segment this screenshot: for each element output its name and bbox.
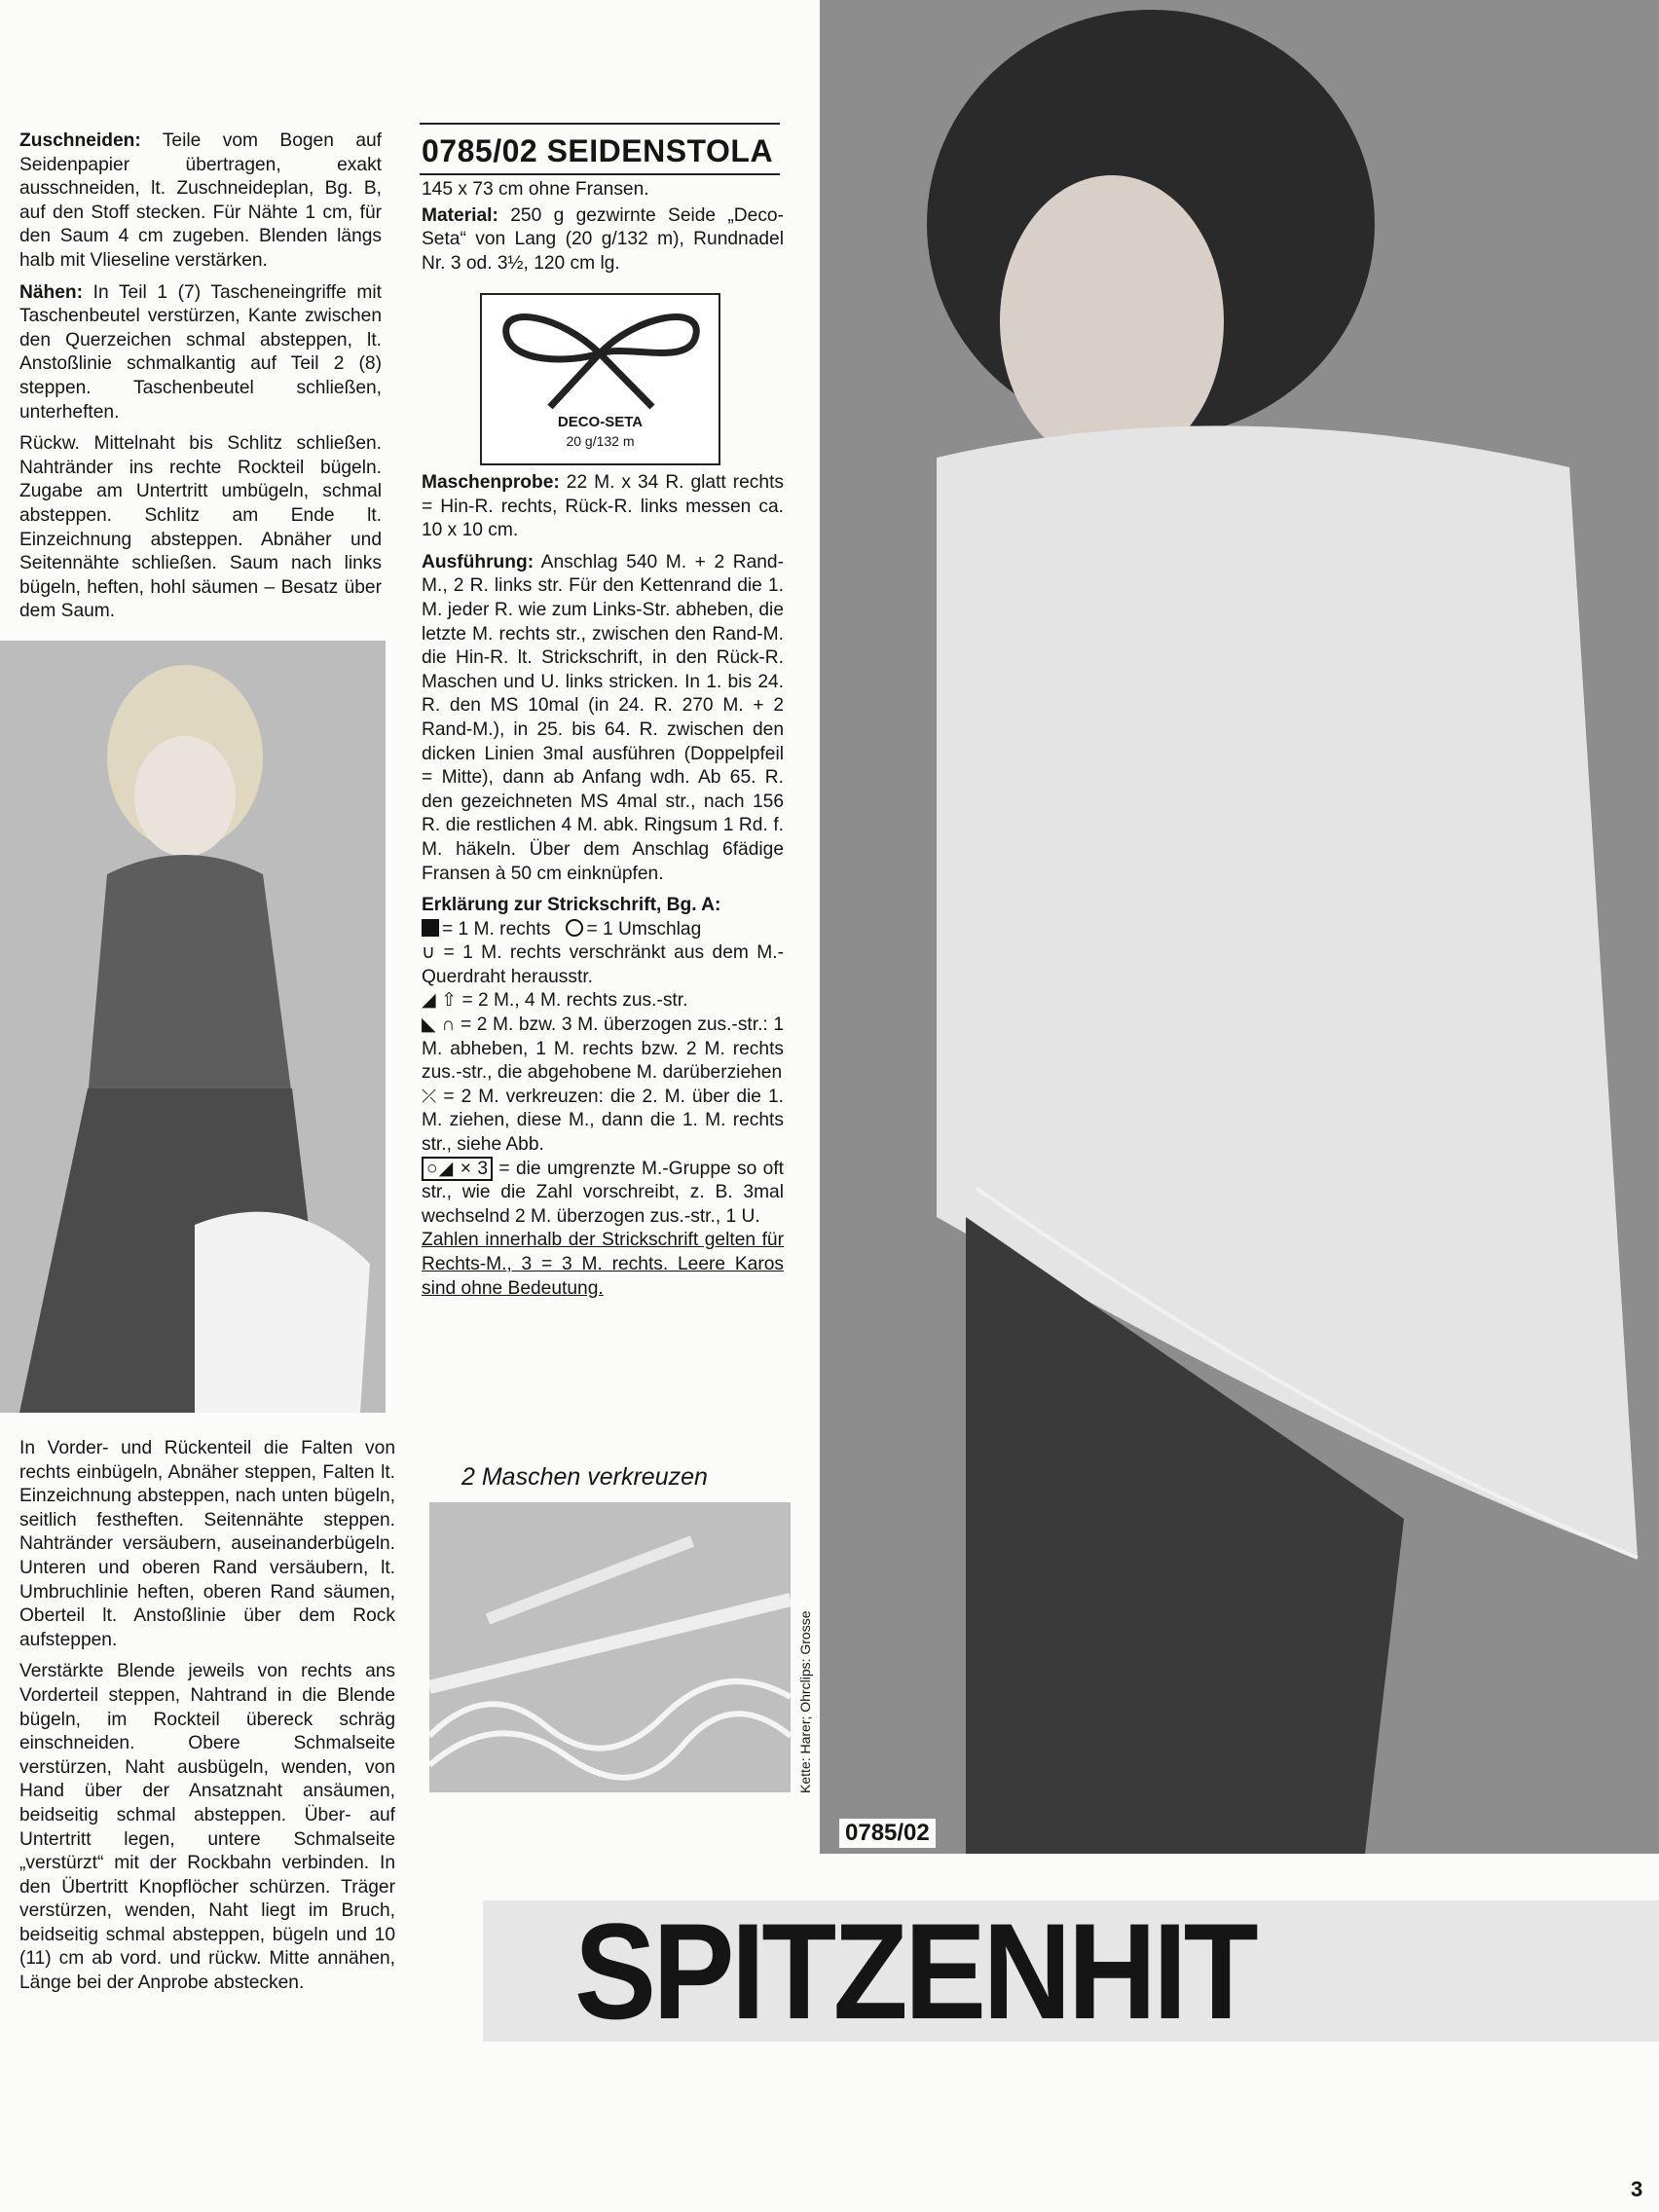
execution-paragraph: Ausführung: Anschlag 540 M. + 2 Rand-M., 2 R. links str. Für den Kettenrand die 1. M. jeder R. wie zum Links-Str. abheben, die letzte M. rechts str., zwischen den Rand-M. die Hin-R. lt. Strickschrift, in den Rück-R. Maschen und U. links stricken. In 1. bis 24. R. den MS 10mal (in 24. R. 270 M. + 2 Rand-M.), in 25. bis 64. R. zwischen den dicken Linien 3mal ausführen (Doppelpfeil = Mitte), dann ab Anfang wdh. Ab 65. R. den gezeichneten MS 4mal str., nach 156 R. die restlichen 4 M. abk. Ringsum 1 Rd. f. M. häkeln. Über dem Anschlag 6fädige Fransen à 50 cm einknüpfen. <box>422 551 784 884</box>
legend-title: Erklärung zur Strickschrift, Bg. A: <box>422 895 721 916</box>
stitch-group-box: ○◢ × 3 <box>422 1157 493 1181</box>
pleats-paragraph: In Vorder- und Rückenteil die Falten von rechts einbügeln, Abnäher steppen, Falten lt. Einzeichnung absteppen, nach unten bügeln, seitlich festheften. Seitennähte steppen. Nahtränder versäubern, auseinanderbügeln. Unteren und oberen Rand versäubern, lt. Umbruchlinie heften, oberen Rand säumen, Oberteil lt. Anstoßlinie über dem Rock aufsteppen. <box>19 1438 395 1650</box>
gauge-paragraph: Maschenprobe: 22 M. x 34 R. glatt rechts = Hin-R. rechts, Rück-R. links messen ca. 10 x 10 cm. <box>422 472 784 541</box>
page-number: 3 <box>1631 2177 1643 2201</box>
circle-icon <box>566 919 583 937</box>
stole-size: 145 x 73 cm ohne Fransen. <box>422 179 649 200</box>
heading-rule-top <box>420 123 780 125</box>
legend-row-5: ◣ ∩ = 2 M. bzw. 3 M. überzogen zus.-str.: 1 M. abheben, 1 M. rechts bzw. 2 M. rechts zus.-str., die abgehobene M. darüberziehen <box>422 1014 784 1084</box>
cross-stitch-photo <box>429 1502 791 1792</box>
legend-row-6: ⤫ = 2 M. verkreuzen: die 2. M. über die 1. M. ziehen, diese M., dann die 1. M. rechts str., siehe Abb. <box>422 1086 784 1156</box>
heading-rule-bottom <box>420 173 780 175</box>
model-dress-illustration <box>0 641 386 1413</box>
sewing-paragraph: Nähen: In Teil 1 (7) Tascheneingriffe mit Taschenbeutel verstürzen, Kante zwischen den Querzeichen schmal absteppen, lt. Anstoßlinie schmalkantig auf Teil 2 (8) steppen. Taschenbeutel schließen, unterheften. <box>19 281 382 423</box>
legend-note: Zahlen innerhalb der Strickschrift gelten für Rechts-M., 3 = 3 M. rechts. Leere Karos sind ohne Bedeutung. <box>422 1230 784 1299</box>
legend-row-1: = 1 M. rechts = 1 Umschlag <box>422 918 784 942</box>
yarn-weight: 20 g/132 m <box>566 433 635 449</box>
legend-row-3: ∪ = 1 M. rechts verschränkt aus dem M.-Querdraht herausstr. <box>422 942 784 987</box>
model-dress-photo <box>0 641 386 1413</box>
back-seam-paragraph: Rückw. Mittelnaht bis Schlitz schließen. Nahtränder ins rechte Rockteil bügeln. Zugabe am Untertritt umbügeln, schmal absteppen. Schlitz am Ende lt. Einzeichnung absteppen. Abnäher und Seitennähte schließen. Saum nach links bügeln, heften, hohl säumen – Besatz über dem Saum. <box>19 433 382 622</box>
knitting-instructions <box>422 471 784 1301</box>
photo-credit: Kette: Harer; Ohrclips: Grosse <box>797 1610 813 1793</box>
sewing-instructions-top <box>19 129 382 632</box>
material-paragraph: Material: 250 g gezwirnte Seide „Deco-Seta“ von Lang (20 g/132 m), Rundnadel Nr. 3 od. 3½, 120 cm lg. <box>422 204 784 274</box>
knitting-needles-illustration <box>429 1502 791 1792</box>
pattern-heading: 0785/02 SEIDENSTOLA <box>422 133 774 168</box>
stole-intro <box>422 178 784 283</box>
filled-square-icon <box>422 919 439 937</box>
yarn-bow-icon <box>482 295 719 412</box>
yarn-sample-box <box>480 293 720 465</box>
placket-paragraph: Verstärkte Blende jeweils von rechts ans Vorderteil steppen, Nahtrand in die Blende bügeln, im Rockteil übereck schräg einschneiden. Obere Schmalseite verstürzen, Naht ausbügeln, wenden, von Hand über der Ansatznaht ansäumen, beidseitig schmal absteppen. Über- auf Untertritt legen, untere Schmalseite „verstürzt“ mit der Rockbahn verbinden. In den Übertritt Knopflöcher schürzen. Träger verstürzen, wenden, Naht liegt im Bruch, beidseitig schmal absteppen, bügeln und 10 (11) cm ab vord. und rückw. Mitte annähen, Länge bei der Anprobe abstecken. <box>19 1661 395 1994</box>
legend-row-4: ◢ ⇧ = 2 M., 4 M. rechts zus.-str. <box>422 990 688 1012</box>
photo-pattern-code: 0785/02 <box>839 1819 936 1848</box>
legend-row-7: ○◢ × 3 = die umgrenzte M.-Gruppe so oft str., wie die Zahl vorschreibt, z. B. 3mal wechselnd 2 M. überzogen zus.-str., 1 U. <box>422 1158 784 1227</box>
cutting-paragraph: Zuschneiden: Teile vom Bogen auf Seidenpapier übertragen, exakt ausschneiden, lt. Zuschneideplan, Bg. B, auf den Stoff stecken. Für Nähte 1 cm, für den Saum 4 cm zugeben. Blenden längs halb mit Vlieseline verstärken. <box>19 130 382 271</box>
silk-stole-photo <box>820 0 1659 1854</box>
page-title: SPITZENHIT <box>574 1895 1256 2047</box>
yarn-name: DECO-SETA <box>557 414 644 430</box>
model-stole-illustration <box>820 0 1659 1854</box>
sewing-instructions-bottom <box>19 1437 395 2004</box>
knit-photo-caption: 2 Maschen verkreuzen <box>461 1463 708 1491</box>
